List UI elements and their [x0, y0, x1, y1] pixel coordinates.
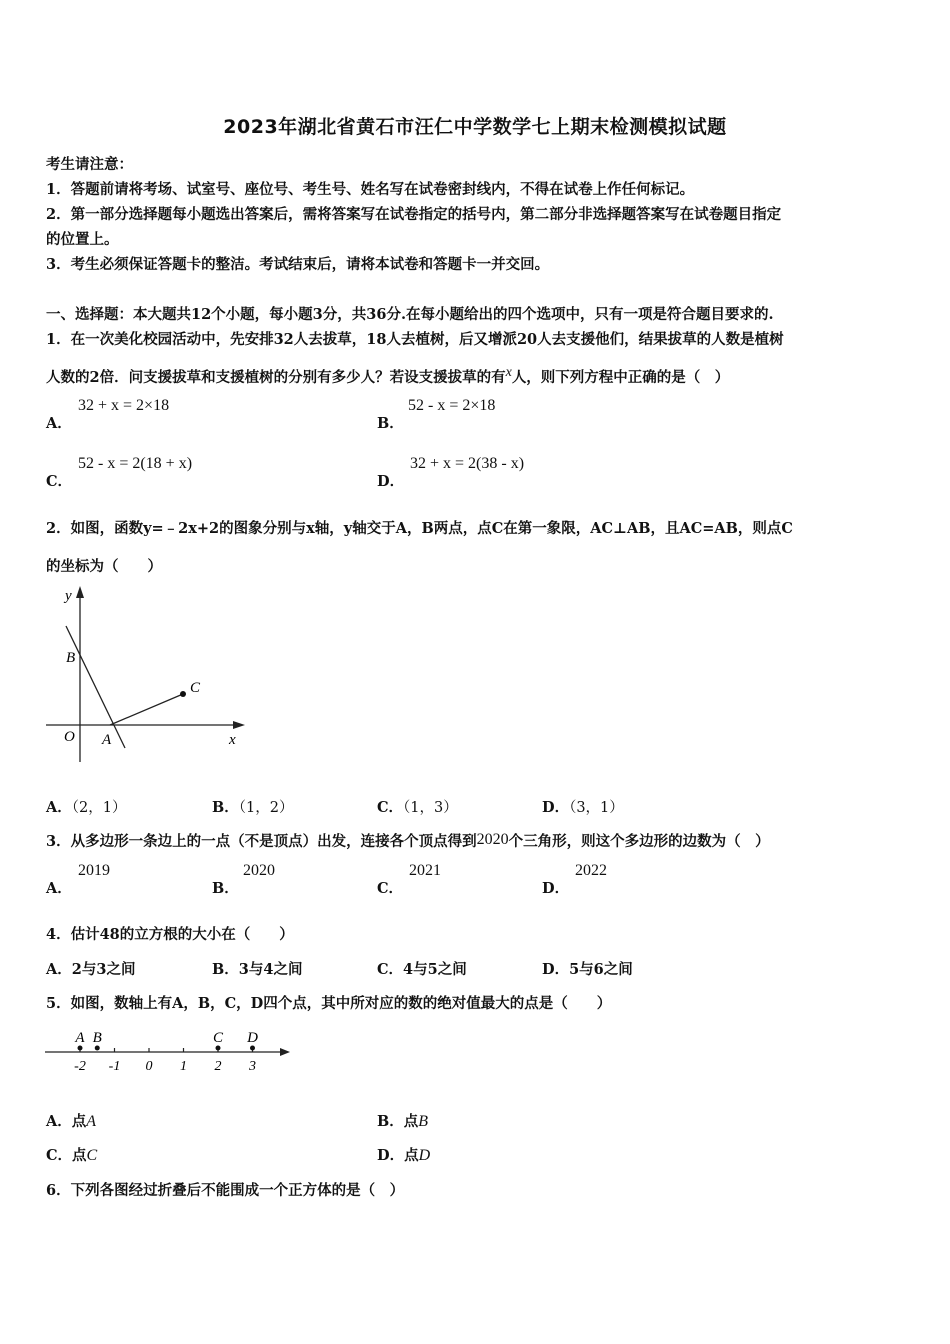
label-c: C [190, 680, 201, 696]
q3-opt-d-label: D． [542, 880, 570, 897]
q4-opt-b-label: B． [212, 961, 239, 978]
q1-opt-a-expr: 32 + x = 2×18 [78, 397, 170, 414]
q1-line2 [46, 366, 729, 387]
q4-opt-d-label: D． [542, 961, 570, 978]
numberline-tick-label: -1 [108, 1059, 121, 1074]
q2-opt-c-text: （1，3） [403, 800, 458, 816]
q5-opt-b-label: B． [377, 1113, 404, 1130]
q5-opt-b-pt: B [418, 1113, 429, 1130]
q5-opt-c-label: C． [46, 1147, 73, 1164]
q2-opt-b [212, 796, 293, 817]
line-ab [66, 626, 125, 748]
q2-opt-d [542, 796, 624, 817]
q1-opt-d-label: D． [377, 473, 405, 490]
q1-opt-c-label: C． [46, 473, 73, 490]
q5-opt-b-text: 点 [403, 1113, 419, 1130]
label-x: x [229, 732, 236, 748]
q3-opt-b-label: B． [212, 880, 239, 897]
q4-opt-b [212, 958, 302, 979]
point-c [180, 691, 186, 697]
numberline-point-d [250, 1046, 255, 1051]
q3-line1 [46, 830, 770, 851]
y-axis-arrow [76, 586, 84, 598]
label-o: O [64, 729, 75, 745]
q5-opt-a-text: 点 [71, 1113, 87, 1130]
numberline-tick-label: 2 [214, 1059, 222, 1074]
q1-opt-b-label: B． [377, 415, 404, 432]
q2-opt-b-label: B． [212, 799, 239, 816]
q3-line1a: 3．从多边形一条边上的一点（不是顶点）出发，连接各个顶点得到 [46, 833, 477, 850]
q3-num: 2020 [476, 831, 509, 848]
q4-opt-c [377, 958, 467, 979]
q3-opt-a-label: A． [46, 880, 72, 897]
notice-heading: 考生请注意： [46, 156, 133, 173]
notice-item-1: 1．答题前请将考场、试室号、座位号、考生号、姓名写在试卷密封线内，不得在试卷上作任何标记。 [46, 181, 695, 198]
q4-opt-a [46, 958, 135, 979]
numberline-point-c [216, 1046, 221, 1051]
q1-line2b: 人，则下列方程中正确的是（ ） [511, 369, 730, 386]
x-axis-arrow [233, 721, 245, 729]
q1-opt-c-expr: 52 - x = 2(18 + x) [78, 455, 193, 472]
numberline-label-b: B [92, 1030, 102, 1046]
q3-opt-c-label: C． [377, 880, 404, 897]
q2-opt-b-text: （1，2） [238, 800, 294, 816]
q4-opt-a-label: A． [46, 961, 72, 978]
q3-opt-d-text: 2022 [575, 862, 607, 879]
q5-opt-c [46, 1144, 97, 1165]
numberline-tick-label: -2 [74, 1059, 86, 1074]
segment-ac [110, 694, 183, 725]
q3-opt-b-text: 2020 [243, 862, 275, 879]
q3-opt-a-text: 2019 [78, 862, 110, 879]
q2-opt-c [377, 796, 458, 817]
label-b: B [66, 650, 76, 666]
q5-opt-d-label: D． [377, 1147, 405, 1164]
section-heading: 一、选择题：本大题共12个小题，每小题3分，共36分.在每小题给出的四个选项中，只有一项是符合题目要求的. [46, 306, 774, 323]
q4-opt-d [542, 958, 633, 979]
q5-opt-d [377, 1144, 430, 1165]
q5-opt-d-text: 点 [404, 1147, 419, 1164]
q2-opt-c-label: C． [377, 799, 404, 816]
q2-opt-d-label: D． [542, 799, 570, 816]
q3-line1b: 个三角形，则这个多边形的边数为（ ） [508, 833, 770, 850]
numberline-arrow [280, 1048, 290, 1056]
q5-opt-c-text: 点 [72, 1147, 87, 1164]
q5-numberline [40, 1022, 295, 1078]
q4-line1: 4．估计48的立方根的大小在（ ） [46, 926, 294, 943]
q2-opt-d-text: （3，1） [569, 800, 624, 816]
q1-opt-a-label: A． [46, 415, 72, 432]
q6-line1: 6．下列各图经过折叠后不能围成一个正方体的是（ ） [46, 1182, 405, 1199]
q5-opt-a [46, 1110, 96, 1131]
numberline-label-a: A [75, 1030, 85, 1046]
q5-opt-d-pt: D [418, 1147, 431, 1164]
q3-opt-c-text: 2021 [409, 862, 441, 879]
q5-opt-a-label: A． [46, 1113, 72, 1130]
q4-opt-a-text: 2与3之间 [71, 961, 136, 978]
numberline-point-a [78, 1046, 83, 1051]
q4-opt-b-text: 3与4之间 [238, 961, 303, 978]
q4-opt-d-text: 5与6之间 [569, 961, 633, 978]
q2-figure [40, 582, 255, 772]
numberline-label-d: D [247, 1030, 258, 1046]
numberline-tick-label: 3 [249, 1059, 256, 1074]
q2-line1: 2．如图，函数y=﹣2x+2的图象分别与x轴，y轴交于A，B两点，点C在第一象限，AC⊥AB，且AC=AB，则点C [46, 520, 793, 537]
notice-item-2-cont: 的位置上。 [46, 231, 119, 248]
q2-opt-a [46, 796, 126, 817]
q5-opt-b [377, 1110, 428, 1131]
q2-opt-a-text: （2，1） [71, 800, 127, 816]
q5-line1: 5．如图，数轴上有A，B，C，D四个点，其中所对应的数的绝对值最大的点是（ ） [46, 995, 612, 1012]
label-y: y [65, 588, 72, 604]
numberline-tick-label: 1 [180, 1059, 187, 1074]
q1-opt-b-expr: 52 - x = 2×18 [408, 397, 496, 414]
q5-opt-c-pt: C [86, 1147, 98, 1164]
label-a: A [102, 732, 112, 748]
notice-item-2: 2．第一部分选择题每小题选出答案后，需将答案写在试卷指定的括号内，第二部分非选择题答案写在试卷题目指定 [46, 206, 782, 223]
q1-line2a: 人数的2倍．问支援拔草和支援植树的分别有多少人？若设支援拔草的有 [46, 369, 506, 386]
q2-line2: 的坐标为（ ） [46, 558, 162, 575]
q4-opt-c-text: 4与5之间 [403, 961, 467, 978]
numberline-label-c: C [212, 1030, 224, 1046]
numberline-tick-label: 0 [145, 1059, 153, 1074]
q1-line1: 1．在一次美化校园活动中，先安排32人去拔草，18人去植树，后又增派20人去支援他们，结果拔草的人数是植树 [46, 331, 784, 348]
numberline-point-b [95, 1046, 100, 1051]
q2-opt-a-label: A． [46, 799, 72, 816]
q5-opt-a-pt: A [86, 1113, 97, 1130]
q1-var: x [505, 365, 512, 380]
q4-opt-c-label: C． [377, 961, 404, 978]
page-title: 2023年湖北省黄石市汪仁中学数学七上期末检测模拟试题 [223, 116, 727, 138]
q1-opt-d-expr: 32 + x = 2(38 - x) [410, 455, 525, 472]
notice-item-3: 3．考生必须保证答题卡的整洁。考试结束后，请将本试卷和答题卡一并交回。 [46, 256, 550, 273]
